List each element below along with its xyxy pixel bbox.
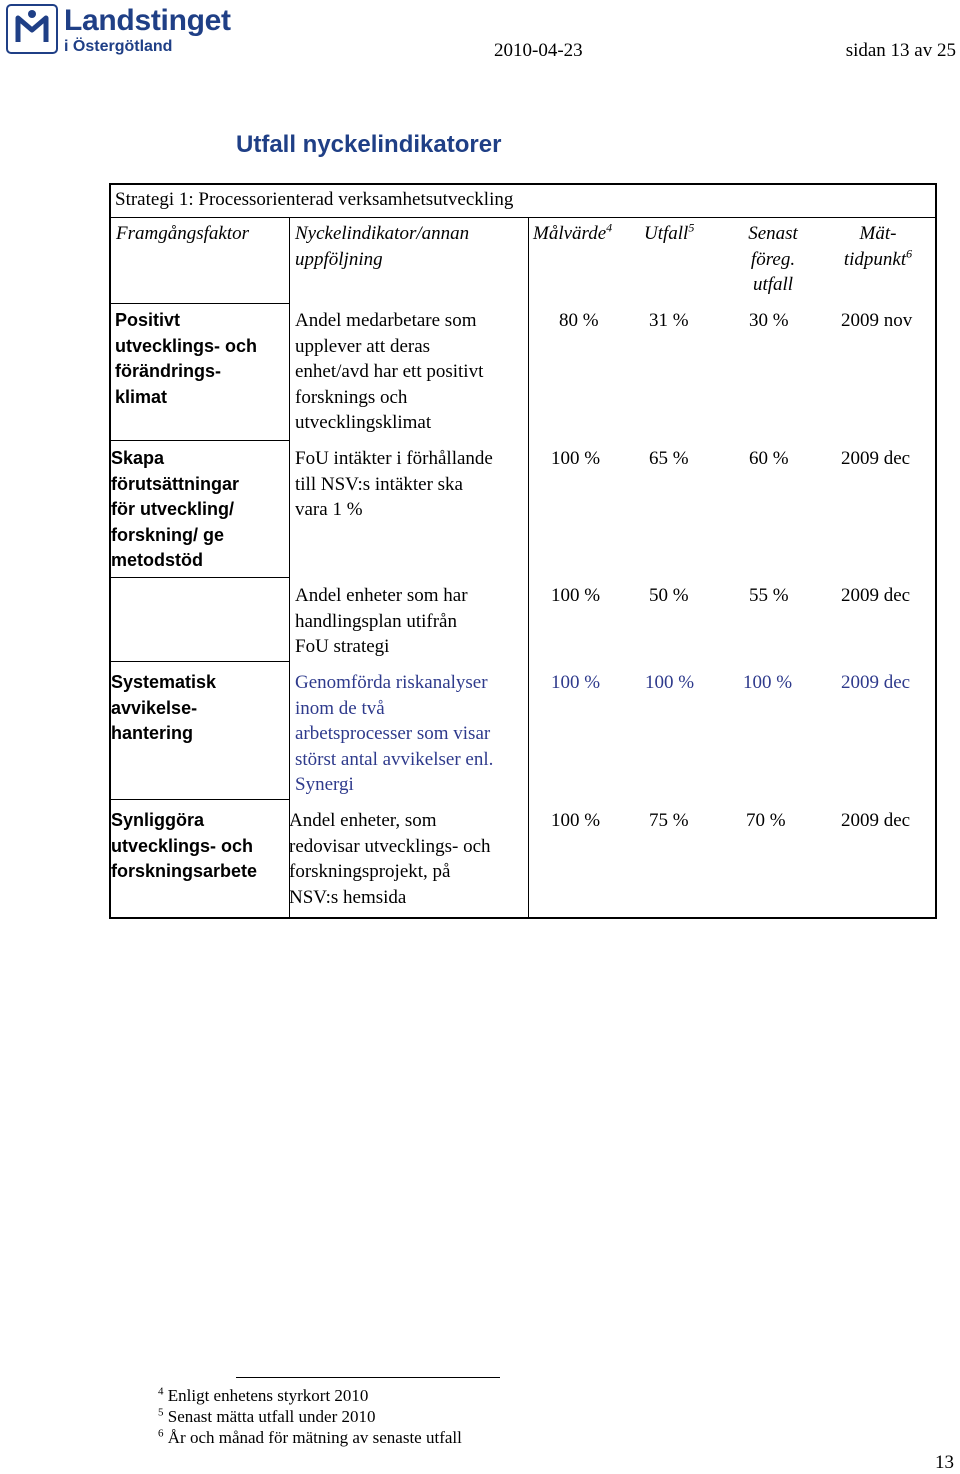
indicator-table (109, 183, 937, 919)
target-row-5: 100 % (551, 810, 601, 831)
target-row-2: 100 % (551, 448, 601, 469)
footnote-6: $^6$ År och månad för mätning av senaste utfall (158, 1427, 462, 1447)
previous-row-2: 60 % (749, 448, 789, 469)
footnotes (158, 1385, 462, 1448)
target-row-3: 100 % (551, 585, 601, 606)
logo-subtitle: i Östergötland (64, 38, 173, 55)
outcome-row-3: 50 % (649, 585, 689, 606)
landstinget-logo (6, 4, 246, 56)
footnote-5: $^5$ Senast mätta utfall under 2010 (158, 1406, 376, 1426)
logo-name: Landstinget (64, 4, 231, 37)
time-row-4: 2009 dec (841, 672, 911, 693)
indicator-row-3: Andel enheter som har handlingsplan utifrån FoU strategi (295, 585, 468, 657)
outcome-row-5: 75 % (649, 810, 689, 831)
previous-row-3: 55 % (749, 585, 789, 606)
time-row-3: 2009 dec (841, 585, 911, 606)
page-info: sidan 13 av 25 (845, 40, 956, 61)
page-number: 13 (935, 1452, 954, 1473)
previous-row-5: 70 % (746, 810, 786, 831)
factor-2: Skapa förutsättningar för utveckling/ forskning/ ge metodstöd (111, 448, 239, 570)
factor-3: Systematisk avvikelse- hantering (111, 672, 217, 743)
indicator-row-4: Genomförda riskanalyser inom de två arbetsprocesser som visar störst antal avvikelser enl. Synergi (295, 672, 494, 795)
indicator-row-2: FoU intäkter i förhållande till NSV:s intäkter ska vara 1 % (295, 448, 493, 520)
logo-emblem-icon (6, 4, 58, 54)
col-header-time: Mät- tidpunkt$^6$ (843, 223, 913, 270)
previous-row-4: 100 % (743, 672, 793, 693)
previous-row-1: 30 % (749, 310, 789, 331)
time-row-2: 2009 dec (841, 448, 911, 469)
outcome-row-1: 31 % (649, 310, 689, 331)
indicator-row-5: Andel enheter, som redovisar utvecklings- och forskningsprojekt, på NSV:s hemsida (289, 810, 491, 908)
target-row-4: 100 % (551, 672, 601, 693)
time-row-5: 2009 dec (841, 810, 911, 831)
col-header-outcome: Utfall$^5$ (644, 220, 695, 244)
factor-4: Synliggöra utvecklings- och forskningsarbete (111, 810, 258, 881)
footnote-4: $^4$ Enligt enhetens styrkort 2010 (158, 1385, 369, 1405)
indicator-row-1: Andel medarbetare som upplever att deras enhet/avd har ett positivt forsknings och utvecklingsklimat (295, 310, 484, 433)
strategy-title: Strategi 1: Processorienterad verksamhetsutveckling (115, 189, 514, 210)
col-header-previous: Senast föreg. utfall (748, 223, 798, 295)
target-row-1: 80 % (559, 310, 599, 331)
col-header-target: Målvärde$^4$ (533, 220, 613, 244)
factor-1: Positivt utvecklings- och förändrings- klimat (115, 310, 258, 407)
document-date: 2010-04-23 (494, 40, 583, 61)
outcome-row-4: 100 % (645, 672, 695, 693)
col-header-factor: Framgångsfaktor (116, 223, 249, 244)
footnote-separator (236, 1377, 500, 1378)
time-row-1: 2009 nov (841, 310, 913, 331)
outcome-row-2: 65 % (649, 448, 689, 469)
page-title: Utfall nyckelindikatorer (236, 131, 502, 158)
col-header-indicator: Nyckelindikator/annan uppföljning (295, 223, 470, 270)
